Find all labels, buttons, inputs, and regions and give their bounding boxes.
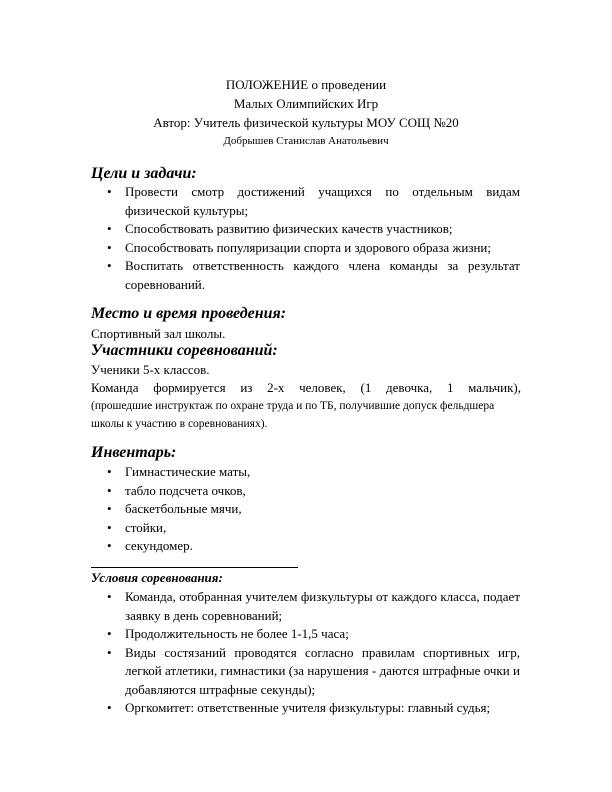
title-line-2: Малых Олимпийских Игр [233, 96, 379, 111]
list-item: • Провести смотр достижений учащихся по отдельным видам физической культуры; [107, 184, 520, 218]
participants-team: Команда формируется из 2-х человек, (1 девочка, 1 мальчик), [91, 380, 521, 395]
bullet-icon: • [107, 501, 112, 516]
bullet-icon: • [107, 239, 112, 255]
list-item: • Гимнастические маты, [0, 463, 612, 482]
list-item: • Воспитать ответственность каждого члена команды за результат соревнований. [107, 258, 520, 292]
bullet-icon: • [107, 482, 112, 498]
bullet-icon: • [107, 644, 112, 660]
place-text: Спортивный зал школы. [91, 326, 226, 341]
list-item: • Продолжительность не более 1-1,5 часа; [0, 625, 612, 644]
participants-note-2: школы к участию в соревнованиях). [91, 418, 268, 430]
bullet-icon: • [107, 221, 112, 236]
equipment-heading: Инвентарь: [91, 444, 177, 461]
place-heading: Место и время проведения: [91, 305, 287, 322]
list-item: • табло подсчета очков, [0, 482, 612, 501]
list-item: • Способствовать популяризации спорта и здорового образа жизни; [0, 239, 612, 258]
goals-heading: Цели и задачи: [91, 165, 197, 182]
bullet-icon: • [107, 519, 112, 535]
section-divider [91, 567, 298, 568]
author-name: Добрышев Станислав Анатольевич [223, 135, 389, 147]
bullet-icon: • [107, 538, 112, 553]
bullet-icon: • [107, 626, 112, 641]
participants-grade: Ученики 5-х классов. [91, 362, 210, 377]
bullet-icon: • [107, 258, 112, 273]
list-item: • Оргкомитет: ответственные учителя физкультуры: главный судья; [0, 699, 612, 718]
list-item: • баскетбольные мячи, [0, 500, 612, 519]
bullet-icon: • [107, 700, 112, 715]
bullet-icon: • [107, 464, 112, 479]
list-item: • стойки, [0, 519, 612, 538]
title-line-1: ПОЛОЖЕНИЕ о проведении [225, 77, 387, 92]
list-item: • секундомер. [0, 537, 612, 556]
conditions-list [0, 588, 612, 718]
list-item: • Команда, отобранная учителем физкультуры от каждого класса, подает заявку в день соревнований; [107, 589, 520, 623]
conditions-heading: Условия соревнования: [91, 570, 223, 585]
goals-list [0, 183, 612, 294]
participants-note-1: (прошедшие инструктаж по охране труда и по ТБ, получившие допуск фельдшера [91, 400, 495, 412]
list-item: • Виды состязаний проводятся согласно правилам спортивных игр, легкой атлетики, гимнастики (за нарушения - даются штрафные очки и добавляются штрафные секунды); [107, 644, 520, 697]
list-item: • Способствовать развитию физических качеств участников; [0, 220, 612, 239]
bullet-icon: • [107, 184, 112, 199]
equipment-list [0, 463, 612, 556]
author-line: Автор: Учитель физической культуры МОУ СОЩ №20 [153, 115, 459, 130]
bullet-icon: • [107, 589, 112, 604]
participants-heading: Участники соревнований: [91, 342, 278, 359]
